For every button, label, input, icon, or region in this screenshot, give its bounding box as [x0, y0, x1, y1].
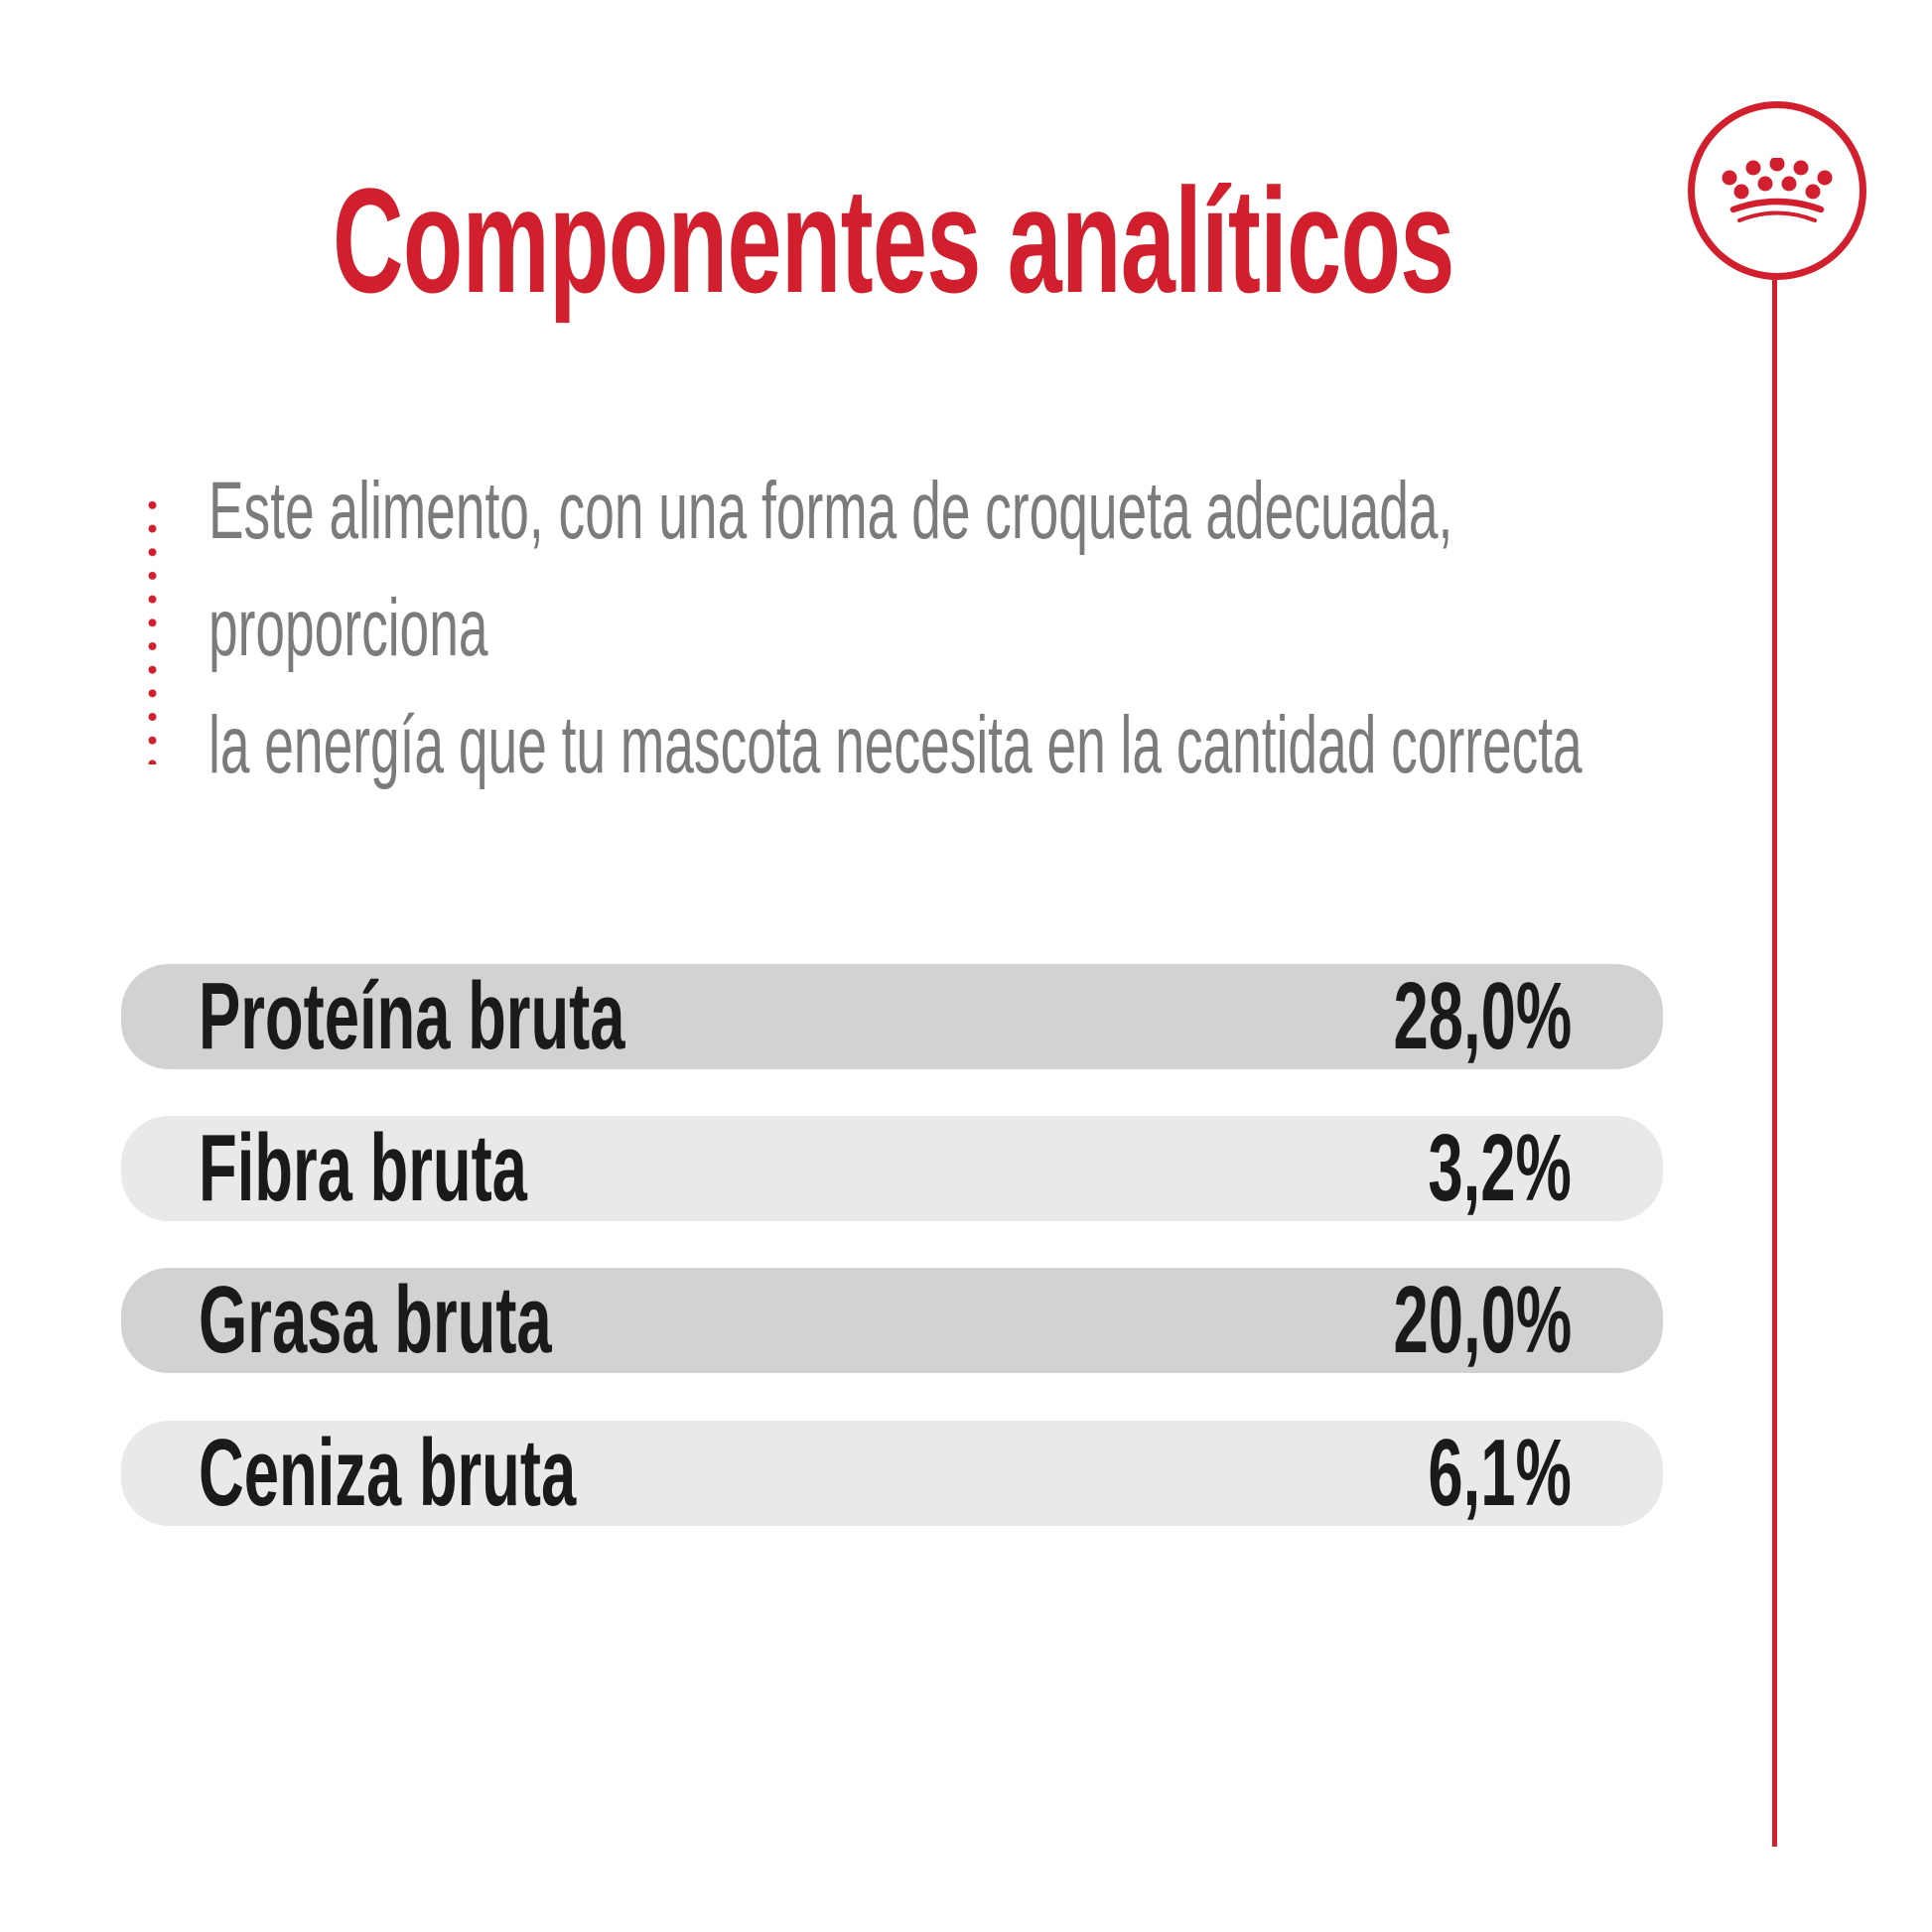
page-title	[0, 155, 1787, 327]
row-value: 28,0%	[1393, 963, 1572, 1069]
dotted-accent-line	[148, 493, 157, 764]
row-value: 20,0%	[1393, 1267, 1572, 1373]
table-row	[121, 1421, 1663, 1526]
row-label: Ceniza bruta	[199, 1420, 577, 1526]
page-title-text: Componentes analíticos	[333, 157, 1454, 324]
table-row	[121, 1268, 1663, 1373]
royal-canin-crown-icon	[1720, 158, 1835, 223]
description-line	[208, 583, 638, 673]
description-line-text: proporciona	[208, 583, 488, 673]
row-label: Grasa bruta	[199, 1267, 552, 1373]
row-value: 6,1%	[1428, 1420, 1572, 1526]
description-line-text: la energía que tu mascota necesita en la cantidad correcta	[208, 700, 1583, 790]
row-label: Fibra bruta	[199, 1115, 527, 1221]
row-value: 3,2%	[1428, 1115, 1572, 1221]
table-row	[121, 1116, 1663, 1221]
description-line	[208, 466, 1932, 556]
table-row	[121, 964, 1663, 1069]
row-label: Proteína bruta	[199, 963, 625, 1069]
description-line-text: Este alimento, con una forma de croqueta adecuada,	[208, 466, 1453, 556]
description-line	[208, 700, 1932, 790]
royal-canin-logo	[1688, 101, 1866, 280]
